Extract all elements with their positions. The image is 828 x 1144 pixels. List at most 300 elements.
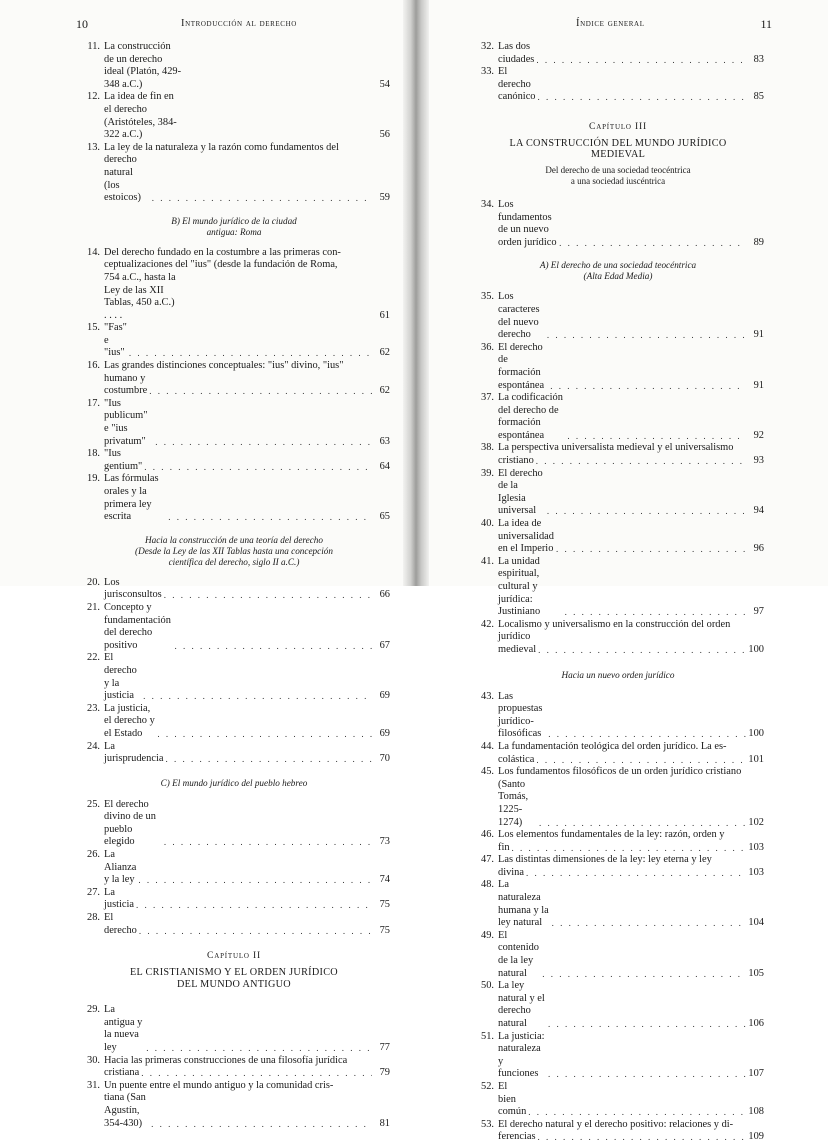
- toc-entry-line: [472, 455, 764, 468]
- toc-entry: [78, 741, 390, 766]
- section-heading: Hacia un nuevo orden jurídico: [561, 669, 675, 680]
- toc-page-number: 56: [379, 129, 390, 141]
- toc-entry-number: 36.: [481, 341, 494, 353]
- toc-entry-number: [78, 1092, 104, 1130]
- toc-page-number: 75: [379, 899, 390, 911]
- toc-page-number: 83: [753, 53, 764, 65]
- toc-entry-text: El derecho de formación espontánea: [498, 341, 545, 391]
- section-heading: [472, 260, 764, 282]
- toc-entry-line: [472, 1131, 764, 1144]
- toc-page-number: 69: [379, 690, 390, 702]
- toc-entry-text: Las distintas dimensiones de la ley: ley eterna y ley: [498, 854, 712, 866]
- toc-list: [472, 291, 764, 656]
- toc-entry-number: 15.: [87, 322, 100, 334]
- toc-leader-dots: [150, 192, 372, 205]
- toc-entry-text: tiana (San Agustín, 354-430): [104, 1092, 146, 1129]
- left-page-content: [78, 17, 390, 1130]
- toc-entry-line: [78, 1067, 390, 1080]
- section-line: B) El mundo jurídico de la ciudad: [171, 215, 297, 226]
- section-line: (Desde la Ley de las XII Tablas hasta una concepción: [135, 545, 333, 556]
- toc-leader-dots: [550, 917, 746, 930]
- toc-entry-number: 42.: [481, 618, 494, 630]
- toc-entry-line: [472, 930, 764, 980]
- toc-entry-text: El bien común: [498, 1080, 527, 1118]
- toc-entry-number: 12.: [87, 91, 100, 103]
- toc-entry-line: [472, 980, 764, 1030]
- toc-page-number: 59: [379, 192, 390, 204]
- toc-entry-number: [472, 1131, 498, 1144]
- toc-entry-text: Un puente entre el mundo antiguo y la comunidad cris-: [104, 1079, 334, 1091]
- toc-entry-line: [78, 473, 390, 523]
- toc-page-number: 65: [379, 511, 390, 523]
- left-running-header: [78, 17, 390, 37]
- toc-entry-line: [78, 322, 390, 360]
- toc-entry-text: humano y costumbre: [104, 372, 148, 397]
- book-gutter: [403, 0, 429, 586]
- toc-entry: [472, 741, 764, 766]
- toc-entry: [78, 703, 390, 741]
- toc-entry-line: [472, 779, 764, 829]
- toc-entry-text: "Fas" e "ius": [104, 322, 127, 359]
- toc-entry: [78, 1004, 390, 1054]
- toc-entry-line: [78, 849, 390, 887]
- toc-entry-line: [472, 754, 764, 767]
- toc-entry-line: [78, 799, 390, 849]
- toc-entry-number: 51.: [481, 1030, 494, 1042]
- toc-entry-line: [472, 66, 764, 104]
- toc-page-number: 63: [379, 435, 390, 447]
- toc-entry: [78, 247, 390, 323]
- toc-entry-line: [472, 879, 764, 929]
- toc-entry-number: 26.: [87, 849, 100, 861]
- toc-entry-number: [472, 754, 498, 767]
- toc-page-number: 108: [748, 1106, 764, 1118]
- toc-entry-text: Los caracteres del nuevo derecho: [498, 291, 540, 341]
- toc-leader-dots: [127, 347, 372, 360]
- toc-entry-number: 23.: [87, 702, 100, 714]
- toc-entry-text: 754 a.C., hasta la Ley de las XII Tablas, 450 a.C.) . . . .: [104, 271, 176, 321]
- toc-entry-number: 40.: [481, 518, 494, 530]
- toc-entry: [78, 322, 390, 360]
- toc-entry-line: [78, 912, 390, 937]
- toc-entry-text: El derecho canónico: [498, 66, 536, 103]
- toc-entry-text: jurídico medieval: [498, 631, 537, 655]
- toc-leader-dots: [537, 817, 746, 830]
- toc-page-number: 94: [753, 505, 764, 517]
- toc-page-number: 105: [748, 967, 764, 979]
- toc-entry-text: La naturaleza humana y la ley natural: [498, 879, 549, 929]
- toc-entry-line: [78, 154, 390, 204]
- toc-entry-text: La codificación del derecho de formación espontánea: [498, 392, 563, 441]
- toc-leader-dots: [155, 728, 372, 741]
- toc-entry-text: El derecho natural y el derecho positivo: relaciones y di-: [498, 1118, 734, 1130]
- section-line: antigua: Roma: [206, 226, 262, 237]
- toc-page-number: 92: [753, 429, 764, 441]
- toc-entry-number: [472, 455, 498, 468]
- toc-entry-text: La jurisprudencia: [104, 740, 164, 765]
- chapter-label: Capítulo III: [589, 120, 647, 132]
- toc-leader-dots: [137, 925, 372, 938]
- toc-list: [472, 691, 764, 1144]
- toc-entry-line: [472, 342, 764, 392]
- toc-page-number: 100: [748, 643, 764, 655]
- toc-page-number: 62: [379, 347, 390, 359]
- toc-entry-number: [78, 154, 104, 204]
- toc-leader-dots: [546, 728, 746, 741]
- toc-leader-dots: [162, 836, 372, 849]
- toc-entry-text: La perspectiva universalista medieval y el universalismo: [498, 442, 734, 454]
- toc-entry-text: Del derecho fundado en la costumbre a las primeras con-: [104, 246, 341, 258]
- toc-list: [78, 799, 390, 938]
- toc-entry-number: 27.: [87, 886, 100, 898]
- toc-entry-number: 24.: [87, 740, 100, 752]
- toc-entry-text: El derecho de la Iglesia universal: [498, 467, 543, 517]
- toc-entry-number: 18.: [87, 448, 100, 460]
- toc-list: [78, 41, 390, 205]
- toc-entry-text: cristiana: [104, 1067, 140, 1079]
- toc-page-number: 109: [748, 1131, 764, 1143]
- toc-entry-number: 14.: [87, 246, 100, 258]
- toc-entry-text: ceptualizaciones del "ius" (desde la fundación de Roma,: [104, 259, 338, 271]
- toc-entry-line: [472, 1119, 764, 1132]
- toc-entry: [472, 980, 764, 1030]
- toc-entry-line: [472, 854, 764, 867]
- toc-leader-dots: [554, 543, 746, 556]
- toc-leader-dots: [540, 968, 746, 981]
- chapter-title-line: LA CONSTRUCCIÓN DEL MUNDO JURÍDICO: [509, 137, 727, 149]
- toc-entry: [78, 799, 390, 849]
- toc-entry: [472, 879, 764, 929]
- toc-leader-dots: [163, 753, 372, 766]
- toc-entry: [78, 577, 390, 602]
- toc-leader-dots: [548, 380, 746, 393]
- toc-entry-text: Hacia las primeras construcciones de una filosofía jurídica: [104, 1054, 348, 1066]
- toc-entry-number: 44.: [481, 740, 494, 752]
- toc-entry-line: [78, 91, 390, 141]
- toc-entry-text: La justicia: [104, 886, 135, 911]
- toc-page-number: 67: [379, 639, 390, 651]
- toc-entry-text: El contenido de la ley natural: [498, 929, 539, 979]
- toc-page-number: 89: [753, 236, 764, 248]
- toc-entry-line: [78, 577, 390, 602]
- toc-list: [472, 199, 764, 249]
- toc-leader-dots: [563, 606, 746, 619]
- toc-entry-text: Los fundamentos de un nuevo orden jurídico: [498, 198, 557, 248]
- left-page-number: 10: [76, 17, 88, 31]
- toc-entry-text: "Ius publicum" e "ius privatum": [104, 397, 148, 447]
- toc-page-number: 61: [379, 309, 390, 321]
- chapter-title-line: MEDIEVAL: [590, 149, 646, 161]
- right-running-title: Índice general: [576, 18, 645, 29]
- toc-entry-text: El derecho y la justicia: [104, 652, 137, 702]
- toc-entry-line: [472, 842, 764, 855]
- toc-entry-line: [472, 1031, 764, 1081]
- toc-entry-text: Localismo y universalismo en la construcción del orden: [498, 618, 731, 630]
- toc-entry: [78, 473, 390, 523]
- toc-entry: [472, 691, 764, 741]
- toc-leader-dots: [536, 1131, 747, 1144]
- toc-entry-line: [78, 360, 390, 373]
- toc-entry-text: El derecho divino de un pueblo elegido: [104, 798, 156, 848]
- chapter-subtitle: [472, 165, 764, 187]
- toc-entry-text: La idea de universalidad en el Imperio: [498, 518, 554, 555]
- toc-leader-dots: [147, 385, 372, 398]
- toc-leader-dots: [526, 1106, 746, 1119]
- toc-entry-number: 39.: [481, 467, 494, 479]
- toc-page-number: 104: [748, 917, 764, 929]
- toc-entry: [472, 829, 764, 854]
- toc-entry-line: [472, 691, 764, 741]
- toc-entry-number: 31.: [87, 1079, 100, 1091]
- toc-entry-text: Las grandes distinciones conceptuales: "ius" divino, "ius": [104, 360, 344, 372]
- toc-entry-text: Los elementos fundamentales de la ley: razón, orden y: [498, 829, 725, 841]
- toc-entry-number: 41.: [481, 555, 494, 567]
- toc-entry: [78, 142, 390, 205]
- toc-entry: [78, 912, 390, 937]
- toc-entry: [78, 360, 390, 398]
- toc-entry-line: [472, 867, 764, 880]
- toc-entry-number: 20.: [87, 576, 100, 588]
- toc-entry-number: 16.: [87, 360, 100, 372]
- toc-page-number: 103: [748, 841, 764, 853]
- toc-page-number: 93: [753, 455, 764, 467]
- toc-entry-number: 21.: [87, 601, 100, 613]
- chapter-title: [78, 967, 390, 990]
- toc-entry-line: [78, 741, 390, 766]
- toc-page-number: 73: [379, 836, 390, 848]
- toc-entry-line: [472, 41, 764, 66]
- toc-entry: [472, 854, 764, 879]
- toc-entry-number: [78, 272, 104, 322]
- toc-entry: [78, 398, 390, 448]
- toc-entry-line: [472, 741, 764, 754]
- chapter-title: [472, 138, 764, 161]
- toc-leader-dots: [557, 237, 746, 250]
- toc-entry-line: [472, 392, 764, 442]
- toc-page-number: 106: [748, 1018, 764, 1029]
- toc-entry-number: 50.: [481, 980, 494, 992]
- toc-entry-text: La unidad espiritual, cultural y jurídica: Justiniano: [498, 555, 541, 618]
- toc-entry-line: [472, 556, 764, 619]
- toc-entry-line: [472, 766, 764, 779]
- toc-entry-line: [472, 619, 764, 632]
- toc-entry-line: [78, 142, 390, 155]
- toc-entry-line: [78, 247, 390, 260]
- toc-page-number: 75: [379, 924, 390, 936]
- left-running-title: Introducción al derecho: [181, 18, 297, 29]
- toc-entry-text: Las propuestas jurídico-filosóficas: [498, 690, 543, 740]
- toc-entry-number: 43.: [481, 690, 494, 702]
- toc-entry: [472, 518, 764, 556]
- chapter-title-line: DEL MUNDO ANTIGUO: [177, 978, 291, 990]
- toc-entry-number: 35.: [481, 291, 494, 303]
- toc-leader-dots: [534, 754, 746, 767]
- toc-entry: [472, 291, 764, 341]
- toc-page-number: 69: [379, 727, 390, 739]
- toc-entry: [78, 1055, 390, 1080]
- toc-entry-text: Las fórmulas orales y la primera ley escrita: [104, 473, 159, 523]
- toc-entry: [78, 41, 390, 91]
- toc-list: [472, 41, 764, 104]
- toc-leader-dots: [545, 505, 746, 518]
- right-running-header: [472, 17, 772, 37]
- toc-page-number: 64: [379, 460, 390, 472]
- toc-entry-line: [78, 1004, 390, 1054]
- toc-leader-dots: [545, 329, 746, 342]
- toc-entry-number: [472, 842, 498, 855]
- toc-leader-dots: [141, 690, 372, 703]
- toc-entry-number: 53.: [481, 1118, 494, 1130]
- right-page-content: [472, 17, 772, 1144]
- toc-page-number: 91: [753, 379, 764, 391]
- toc-entry-line: [78, 1080, 390, 1093]
- toc-page-number: 97: [753, 606, 764, 618]
- toc-entry-number: 34.: [481, 198, 494, 210]
- toc-entry-text: Los fundamentos filosóficos de un orden jurídico cristiano: [498, 766, 742, 778]
- toc-entry: [472, 41, 764, 66]
- toc-page-number: 77: [379, 1042, 390, 1053]
- toc-leader-dots: [534, 54, 746, 67]
- toc-leader-dots: [524, 867, 746, 880]
- toc-entry-line: [472, 468, 764, 518]
- toc-entry: [472, 468, 764, 518]
- toc-page-number: 103: [748, 866, 764, 878]
- toc-leader-dots: [510, 842, 746, 855]
- toc-entry: [78, 849, 390, 887]
- section-heading: [78, 535, 390, 568]
- toc-page-number: 91: [753, 329, 764, 341]
- toc-entry-line: [78, 602, 390, 652]
- toc-entry: [78, 91, 390, 141]
- toc-entry-line: [78, 652, 390, 702]
- chapter-subtitle-line: a una sociedad iuscéntrica: [570, 175, 666, 186]
- toc-entry-text: La ley natural y el derecho natural: [498, 980, 545, 1029]
- toc-leader-dots: [136, 874, 372, 887]
- toc-entry-text: (Santo Tomás, 1225-1274): [498, 778, 529, 828]
- toc-entry-number: [472, 779, 498, 829]
- toc-page-number: 66: [379, 589, 390, 601]
- toc-page-number: 79: [379, 1067, 390, 1079]
- toc-entry: [472, 199, 764, 249]
- toc-leader-dots: [534, 455, 746, 468]
- toc-page-number: 100: [748, 728, 764, 740]
- section-line: científica del derecho, siglo II a.C.): [168, 556, 300, 567]
- toc-list: [78, 577, 390, 766]
- toc-entry: [78, 1080, 390, 1130]
- toc-entry-text: La construcción de un derecho ideal (Platón, 429-348 a.C.): [104, 41, 182, 90]
- toc-entry: [472, 1081, 764, 1119]
- toc-entry-text: cristiano: [498, 455, 534, 467]
- toc-entry-number: 37.: [481, 392, 494, 404]
- toc-entry-text: derecho natural (los estoicos): [104, 154, 141, 204]
- toc-leader-dots: [546, 1068, 746, 1081]
- toc-page-number: 74: [379, 874, 390, 886]
- toc-leader-dots: [149, 1118, 372, 1131]
- toc-entry-number: [78, 1067, 104, 1080]
- toc-entry-line: [472, 631, 764, 656]
- toc-entry: [472, 619, 764, 657]
- toc-entry-text: La justicia, el derecho y el Estado: [104, 702, 155, 739]
- toc-entry: [472, 342, 764, 392]
- chapter-subtitle-line: Del derecho de una sociedad teocéntrica: [545, 164, 691, 175]
- toc-entry-number: 48.: [481, 879, 494, 891]
- toc-entry-number: 25.: [87, 798, 100, 810]
- toc-entry-line: [472, 518, 764, 556]
- toc-leader-dots: [144, 1042, 372, 1055]
- section-line: (Alta Edad Media): [583, 271, 653, 282]
- section-line: Hacia la construcción de una teoría del derecho: [144, 534, 323, 545]
- toc-entry-text: Concepto y fundamentación del derecho positivo: [104, 601, 171, 651]
- toc-entry-line: [78, 1092, 390, 1130]
- toc-entry: [472, 1031, 764, 1081]
- toc-entry-line: [78, 887, 390, 912]
- toc-page-number: 62: [379, 385, 390, 397]
- toc-entry-text: fin: [498, 841, 510, 853]
- toc-entry-line: [78, 259, 390, 272]
- toc-page-number: 107: [748, 1068, 764, 1080]
- toc-entry-line: [472, 1081, 764, 1119]
- toc-entry: [78, 887, 390, 912]
- toc-entry-line: [78, 448, 390, 473]
- toc-entry-text: El derecho: [104, 912, 137, 936]
- toc-leader-dots: [139, 1067, 372, 1080]
- toc-entry-number: 38.: [481, 442, 494, 454]
- toc-leader-dots: [536, 91, 746, 104]
- toc-entry-text: "Ius gentium": [104, 448, 143, 472]
- toc-entry-number: 17.: [87, 397, 100, 409]
- toc-entry-number: 30.: [87, 1054, 100, 1066]
- toc-entry-line: [78, 272, 390, 322]
- toc-page-number: 85: [753, 91, 764, 103]
- toc-page-number: 54: [379, 78, 390, 90]
- toc-leader-dots: [162, 589, 372, 602]
- toc-entry-number: 13.: [87, 141, 100, 153]
- toc-entry-text: La Alianza y la ley: [104, 849, 137, 886]
- toc-entry-number: 47.: [481, 854, 494, 866]
- toc-entry-text: divina: [498, 866, 524, 878]
- toc-entry: [472, 766, 764, 829]
- section-heading: [78, 216, 390, 238]
- toc-entry: [472, 1119, 764, 1144]
- toc-entry-line: [78, 1055, 390, 1068]
- toc-entry-text: La ley de la naturaleza y la razón como fundamentos del: [104, 141, 339, 153]
- toc-entry: [472, 930, 764, 980]
- toc-entry-number: [472, 631, 498, 656]
- toc-entry-text: La antigua y la nueva ley: [104, 1004, 143, 1053]
- toc-entry-line: [472, 199, 764, 249]
- toc-entry-number: 33.: [481, 66, 494, 78]
- toc-page-number: 101: [748, 753, 764, 765]
- right-page-number: 11: [760, 17, 772, 31]
- toc-page-number: 70: [379, 753, 390, 765]
- toc-entry-number: [472, 867, 498, 880]
- toc-entry: [472, 556, 764, 619]
- toc-entry-number: 52.: [481, 1080, 494, 1092]
- toc-page-number: 81: [379, 1117, 390, 1129]
- toc-leader-dots: [166, 511, 372, 524]
- toc-leader-dots: [142, 461, 372, 474]
- toc-entry-number: 11.: [87, 41, 100, 52]
- toc-entry-number: [78, 259, 104, 272]
- toc-entry-text: La idea de fin en el derecho (Aristóteles, 384-322 a.C.): [104, 91, 177, 141]
- toc-entry-text: colástica: [498, 753, 535, 765]
- toc-entry-number: 45.: [481, 766, 494, 778]
- toc-entry-text: La fundamentación teológica del orden jurídico. La es-: [498, 740, 727, 752]
- toc-entry: [472, 442, 764, 467]
- section-heading: C) El mundo jurídico del pueblo hebreo: [160, 777, 308, 788]
- toc-entry: [472, 392, 764, 442]
- toc-list: [78, 247, 390, 524]
